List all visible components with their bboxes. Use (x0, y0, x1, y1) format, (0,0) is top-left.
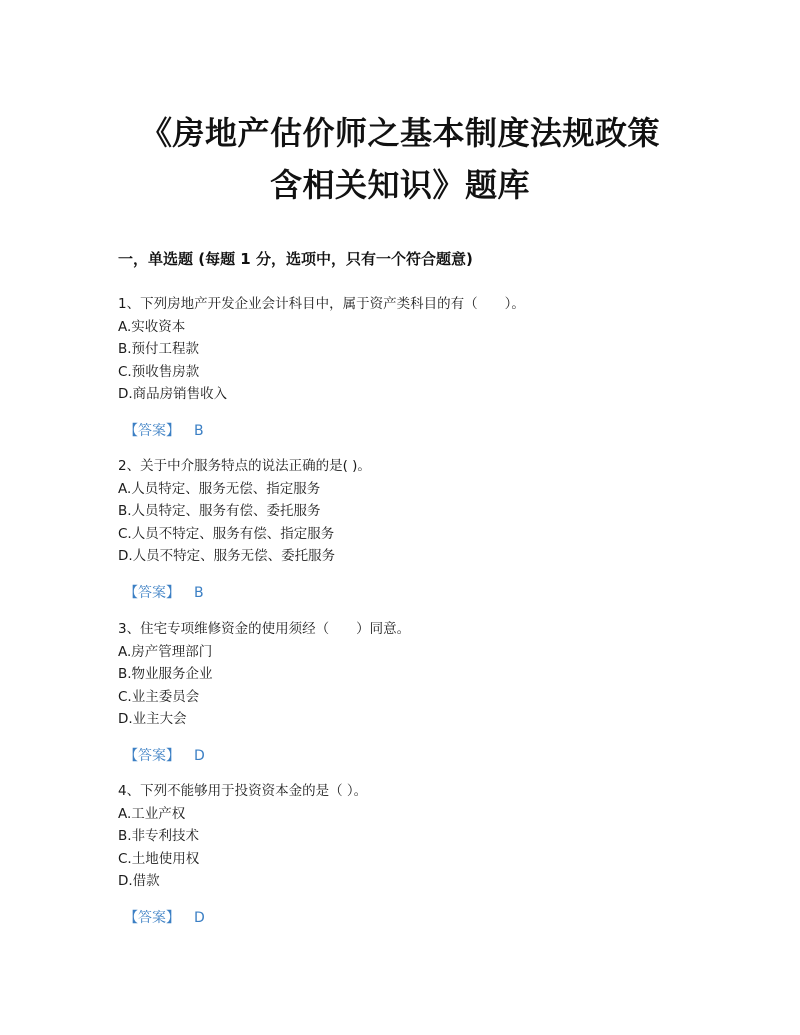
question-stem: 3、住宅专项维修资金的使用须经（ ）同意。 (118, 621, 411, 637)
answer-label: 【答案】 (124, 584, 180, 601)
document-title-line-2: 含相关知识》题库 (269, 166, 530, 204)
option-c: C.土地使用权 (118, 850, 200, 867)
answer-value: D (194, 909, 205, 926)
option-a: A.工业产权 (118, 805, 186, 822)
answer-label: 【答案】 (124, 747, 180, 764)
question-stem: 2、关于中介服务特点的说法正确的是( )。 (118, 458, 371, 474)
option-d: D.借款 (118, 873, 160, 889)
question-1 (118, 293, 718, 442)
option-c: C.预收售房款 (118, 363, 200, 380)
option-a: A.人员特定、服务无偿、指定服务 (118, 480, 321, 497)
option-d: D.业主大会 (118, 711, 187, 727)
option-d: D.人员不特定、服务无偿、委托服务 (118, 548, 336, 564)
option-c: C.业主委员会 (118, 688, 200, 705)
document-title-line-1: 《房地产估价师之基本制度法规政策 (139, 114, 660, 152)
option-c: C.人员不特定、服务有偿、指定服务 (118, 525, 335, 542)
option-b: B.非专利技术 (118, 828, 200, 844)
option-a: A.房产管理部门 (118, 643, 213, 660)
answer-value: B (194, 422, 204, 439)
option-b: B.预付工程款 (118, 341, 200, 357)
answer-value: D (194, 747, 205, 764)
answer-line (124, 420, 718, 442)
question-2 (118, 455, 718, 604)
answer-label: 【答案】 (124, 909, 180, 926)
question-stem: 1、下列房地产开发企业会计科目中，属于资产类科目的有（ ）。 (118, 296, 525, 312)
question-stem: 4、下列不能够用于投资资本金的是（ ）。 (118, 783, 368, 799)
section-heading: 一，单选题 (每题 1 分，选项中，只有一个符合题意) (118, 250, 473, 268)
option-d: D.商品房销售收入 (118, 386, 228, 402)
option-a: A.实收资本 (118, 318, 186, 335)
option-b: B.人员特定、服务有偿、委托服务 (118, 503, 321, 519)
answer-label: 【答案】 (124, 422, 180, 439)
question-4 (118, 780, 718, 929)
option-b: B.物业服务企业 (118, 666, 213, 682)
answer-value: B (194, 584, 204, 601)
answer-line (124, 745, 718, 767)
question-3 (118, 618, 718, 767)
answer-line (124, 582, 718, 604)
answer-line (124, 907, 718, 929)
